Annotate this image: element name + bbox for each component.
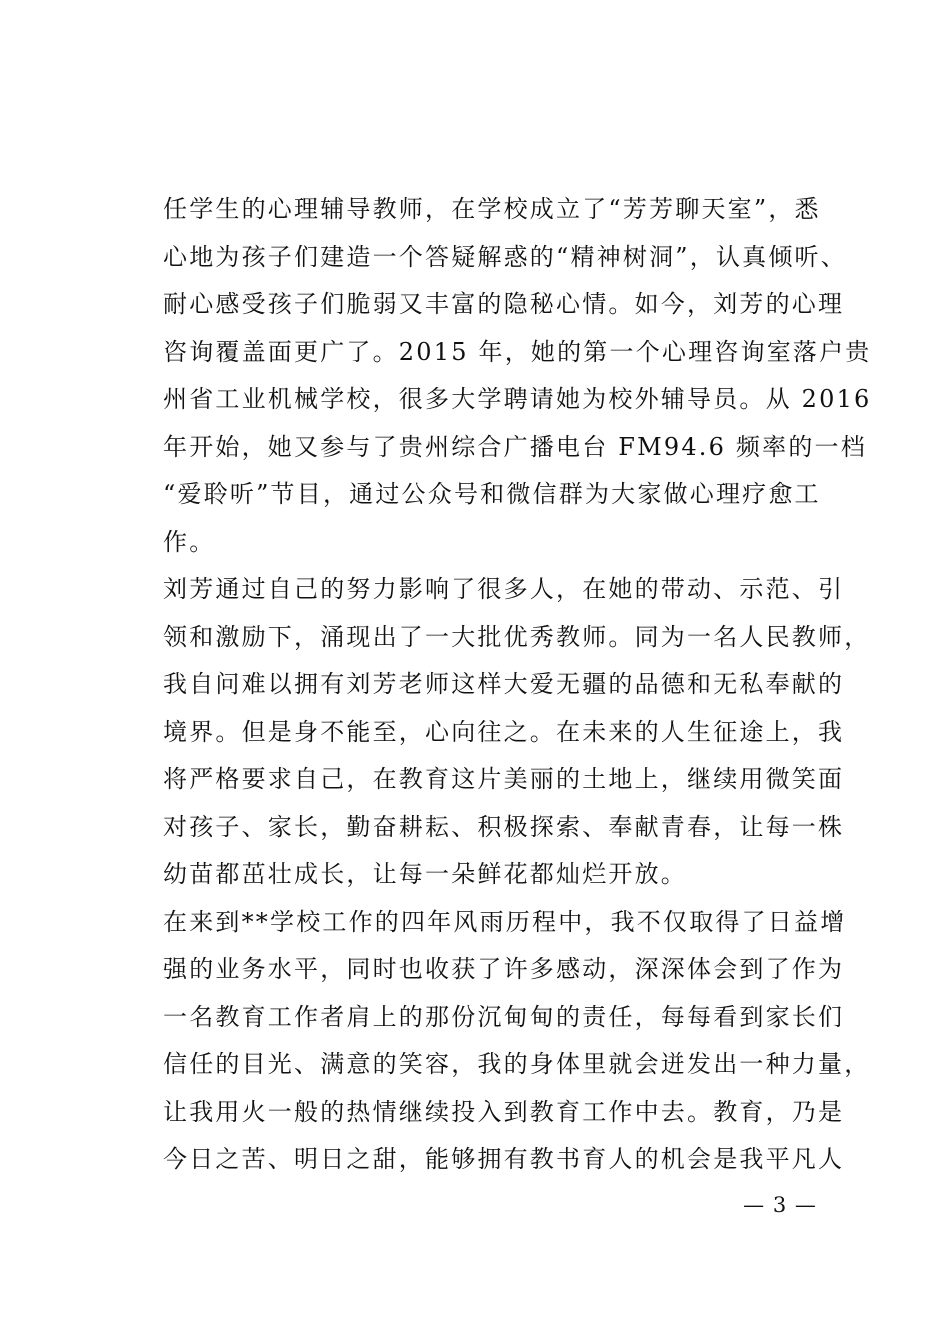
text-line: 境界。但是身不能至，心向往之。在未来的人生征途上，我	[163, 717, 845, 746]
page-number: — 3 —	[743, 1193, 817, 1217]
text-line: 耐心感受孩子们脆弱又丰富的隐秘心情。如今，刘芳的心理	[163, 290, 845, 318]
text-line: 信任的目光、满意的笑容，我的身体里就会迸发出一种力量，	[163, 1050, 871, 1078]
text-line: 强的业务水平，同时也收获了许多感动，深深体会到了作为	[163, 955, 845, 983]
text-line: 在来到**学校工作的四年风雨历程中，我不仅取得了日益增	[163, 907, 847, 936]
text-line: 咨询覆盖面更广了。2015 年，她的第一个心理咨询室落户贵	[163, 337, 872, 366]
text-line: 今日之苦、明日之甜，能够拥有教书育人的机会是我平凡人	[163, 1145, 845, 1173]
text-line: 让我用火一般的热情继续投入到教育工作中去。教育，乃是	[163, 1097, 845, 1126]
text-line: 我自问难以拥有刘芳老师这样大爱无疆的品德和无私奉献的	[163, 670, 845, 698]
text-line: 刘芳通过自己的努力影响了很多人，在她的带动、示范、引	[163, 575, 845, 603]
text-line: 任学生的心理辅导教师，在学校成立了“芳芳聊天室”，悉	[163, 195, 821, 223]
text-line: 幼苗都茁壮成长，让每一朵鲜花都灿烂开放。	[163, 860, 687, 888]
text-line: 一名教育工作者肩上的那份沉甸甸的责任，每每看到家长们	[163, 1002, 845, 1031]
text-line: 年开始，她又参与了贵州综合广播电台 FM94.6 频率的一档	[163, 432, 867, 461]
text-line: 将严格要求自己，在教育这片美丽的土地上，继续用微笑面	[163, 765, 845, 793]
body-text	[163, 186, 872, 1184]
text-line: 心地为孩子们建造一个答疑解惑的“精神树洞”，认真倾听、	[163, 242, 847, 271]
text-line: 领和激励下，涌现出了一大批优秀教师。同为一名人民教师，	[163, 622, 871, 651]
text-line: 州省工业机械学校，很多大学聘请她为校外辅导员。从 2016	[163, 385, 872, 413]
text-line: 对孩子、家长，勤奋耕耘、积极探索、奉献青春，让每一株	[163, 812, 845, 841]
text-line: “爱聆听”节目，通过公众号和微信群为大家做心理疗愈工	[163, 480, 821, 508]
text-line: 作。	[163, 527, 216, 556]
